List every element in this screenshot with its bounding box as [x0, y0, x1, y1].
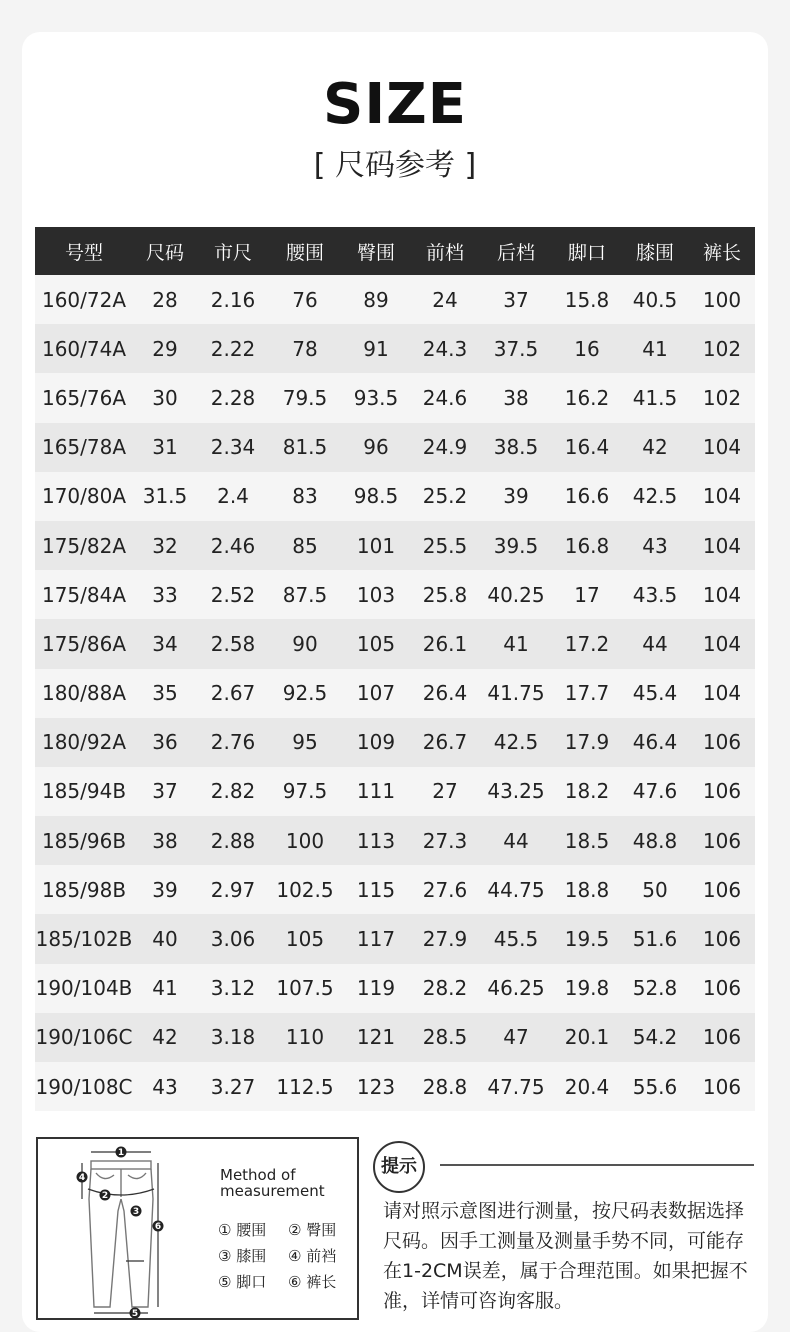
- table-cell: 165/76A: [35, 373, 133, 422]
- table-cell: 2.88: [197, 816, 269, 865]
- table-cell: 26.7: [411, 718, 479, 767]
- table-cell: 104: [689, 619, 755, 668]
- table-cell: 19.5: [553, 914, 621, 963]
- table-cell: 43: [133, 1062, 197, 1111]
- table-cell: 91: [341, 324, 411, 373]
- table-cell: 115: [341, 865, 411, 914]
- table-cell: 2.46: [197, 521, 269, 570]
- table-cell: 18.8: [553, 865, 621, 914]
- table-cell: 2.52: [197, 570, 269, 619]
- table-cell: 104: [689, 423, 755, 472]
- table-cell: 16.4: [553, 423, 621, 472]
- column-header: 腰围: [269, 227, 341, 275]
- table-cell: 48.8: [621, 816, 689, 865]
- table-cell: 47.75: [479, 1062, 553, 1111]
- table-cell: 104: [689, 570, 755, 619]
- table-cell: 2.4: [197, 472, 269, 521]
- table-cell: 30: [133, 373, 197, 422]
- table-cell: 107: [341, 669, 411, 718]
- table-cell: 17.9: [553, 718, 621, 767]
- table-cell: 37: [133, 767, 197, 816]
- table-cell: 37.5: [479, 324, 553, 373]
- column-header: 脚口: [553, 227, 621, 275]
- table-cell: 41: [621, 324, 689, 373]
- table-cell: 46.25: [479, 964, 553, 1013]
- table-cell: 97.5: [269, 767, 341, 816]
- table-cell: 26.4: [411, 669, 479, 718]
- table-cell: 40.25: [479, 570, 553, 619]
- table-cell: 16.8: [553, 521, 621, 570]
- table-cell: 87.5: [269, 570, 341, 619]
- table-row: [35, 669, 755, 718]
- table-cell: 106: [689, 964, 755, 1013]
- table-cell: 103: [341, 570, 411, 619]
- table-cell: 16: [553, 324, 621, 373]
- table-cell: 190/104B: [35, 964, 133, 1013]
- table-cell: 113: [341, 816, 411, 865]
- table-cell: 55.6: [621, 1062, 689, 1111]
- table-cell: 36: [133, 718, 197, 767]
- table-cell: 50: [621, 865, 689, 914]
- table-cell: 185/96B: [35, 816, 133, 865]
- table-cell: 44: [621, 619, 689, 668]
- table-cell: 44: [479, 816, 553, 865]
- table-cell: 52.8: [621, 964, 689, 1013]
- table-row: [35, 570, 755, 619]
- legend-item: ⑤ 脚口: [218, 1273, 267, 1291]
- table-row: [35, 324, 755, 373]
- table-cell: 104: [689, 521, 755, 570]
- table-row: [35, 373, 755, 422]
- column-header: 臀围: [341, 227, 411, 275]
- table-cell: 27.3: [411, 816, 479, 865]
- table-cell: 3.18: [197, 1013, 269, 1062]
- table-cell: 106: [689, 1013, 755, 1062]
- table-cell: 24.3: [411, 324, 479, 373]
- table-cell: 170/80A: [35, 472, 133, 521]
- table-cell: 98.5: [341, 472, 411, 521]
- table-cell: 19.8: [553, 964, 621, 1013]
- table-cell: 24: [411, 275, 479, 324]
- legend-item: ① 腰围: [218, 1221, 267, 1239]
- table-cell: 24.9: [411, 423, 479, 472]
- marker-label: 4: [78, 1173, 86, 1183]
- table-cell: 121: [341, 1013, 411, 1062]
- table-cell: 96: [341, 423, 411, 472]
- method-line-2: measurement: [220, 1182, 325, 1200]
- table-cell: 28: [133, 275, 197, 324]
- table-cell: 102: [689, 373, 755, 422]
- table-cell: 117: [341, 914, 411, 963]
- table-cell: 38.5: [479, 423, 553, 472]
- table-cell: 109: [341, 718, 411, 767]
- table-cell: 34: [133, 619, 197, 668]
- tip-divider: [440, 1164, 754, 1166]
- table-cell: 20.1: [553, 1013, 621, 1062]
- pants-outline-icon: [38, 1139, 208, 1319]
- table-cell: 17.7: [553, 669, 621, 718]
- page-subtitle: [ 尺码参考 ]: [313, 148, 477, 183]
- table-cell: 51.6: [621, 914, 689, 963]
- table-row: [35, 914, 755, 963]
- table-cell: 175/82A: [35, 521, 133, 570]
- table-cell: 110: [269, 1013, 341, 1062]
- table-cell: 24.6: [411, 373, 479, 422]
- table-cell: 41: [479, 619, 553, 668]
- table-cell: 95: [269, 718, 341, 767]
- table-cell: 3.12: [197, 964, 269, 1013]
- table-cell: 104: [689, 669, 755, 718]
- legend-item: ② 臀围: [288, 1221, 337, 1239]
- legend-item: ③ 膝围: [218, 1247, 267, 1265]
- table-cell: 2.58: [197, 619, 269, 668]
- table-cell: 79.5: [269, 373, 341, 422]
- column-header: 号型: [35, 227, 133, 275]
- table-cell: 106: [689, 718, 755, 767]
- table-cell: 42: [621, 423, 689, 472]
- table-cell: 123: [341, 1062, 411, 1111]
- table-cell: 106: [689, 816, 755, 865]
- page-title: SIZE: [322, 72, 468, 137]
- table-row: [35, 619, 755, 668]
- table-cell: 106: [689, 1062, 755, 1111]
- legend-item: ④ 前裆: [288, 1247, 337, 1265]
- table-cell: 2.82: [197, 767, 269, 816]
- table-cell: 119: [341, 964, 411, 1013]
- table-cell: 81.5: [269, 423, 341, 472]
- table-cell: 42.5: [479, 718, 553, 767]
- table-cell: 28.5: [411, 1013, 479, 1062]
- table-row: [35, 1013, 755, 1062]
- table-cell: 2.67: [197, 669, 269, 718]
- table-cell: 112.5: [269, 1062, 341, 1111]
- table-row: [35, 1062, 755, 1111]
- table-cell: 20.4: [553, 1062, 621, 1111]
- table-cell: 31.5: [133, 472, 197, 521]
- table-row: [35, 718, 755, 767]
- table-cell: 2.34: [197, 423, 269, 472]
- column-header: 膝围: [621, 227, 689, 275]
- table-cell: 100: [269, 816, 341, 865]
- table-cell: 190/108C: [35, 1062, 133, 1111]
- table-cell: 101: [341, 521, 411, 570]
- table-cell: 43.25: [479, 767, 553, 816]
- table-cell: 38: [479, 373, 553, 422]
- marker-label: 6: [154, 1222, 162, 1232]
- table-cell: 3.27: [197, 1062, 269, 1111]
- table-cell: 18.2: [553, 767, 621, 816]
- table-cell: 107.5: [269, 964, 341, 1013]
- measurement-diagram: [36, 1137, 359, 1320]
- table-cell: 43: [621, 521, 689, 570]
- size-table: [35, 227, 755, 1111]
- column-header: 裤长: [689, 227, 755, 275]
- table-cell: 102.5: [269, 865, 341, 914]
- table-cell: 39.5: [479, 521, 553, 570]
- table-cell: 185/94B: [35, 767, 133, 816]
- table-cell: 185/98B: [35, 865, 133, 914]
- table-cell: 29: [133, 324, 197, 373]
- table-cell: 46.4: [621, 718, 689, 767]
- table-row: [35, 472, 755, 521]
- table-cell: 27.6: [411, 865, 479, 914]
- table-cell: 100: [689, 275, 755, 324]
- table-cell: 93.5: [341, 373, 411, 422]
- table-cell: 76: [269, 275, 341, 324]
- table-cell: 111: [341, 767, 411, 816]
- column-header: 市尺: [197, 227, 269, 275]
- table-cell: 42.5: [621, 472, 689, 521]
- table-cell: 41.5: [621, 373, 689, 422]
- table-row: [35, 767, 755, 816]
- size-table-body: [35, 275, 755, 1111]
- table-cell: 25.2: [411, 472, 479, 521]
- table-cell: 32: [133, 521, 197, 570]
- column-header: 尺码: [133, 227, 197, 275]
- table-cell: 2.76: [197, 718, 269, 767]
- table-row: [35, 964, 755, 1013]
- table-cell: 15.8: [553, 275, 621, 324]
- table-cell: 33: [133, 570, 197, 619]
- table-cell: 175/86A: [35, 619, 133, 668]
- table-cell: 175/84A: [35, 570, 133, 619]
- table-cell: 85: [269, 521, 341, 570]
- marker-label: 1: [117, 1148, 125, 1158]
- table-cell: 165/78A: [35, 423, 133, 472]
- table-cell: 190/106C: [35, 1013, 133, 1062]
- table-cell: 180/92A: [35, 718, 133, 767]
- table-cell: 90: [269, 619, 341, 668]
- table-cell: 104: [689, 472, 755, 521]
- table-cell: 2.97: [197, 865, 269, 914]
- table-row: [35, 816, 755, 865]
- table-cell: 17.2: [553, 619, 621, 668]
- table-cell: 28.2: [411, 964, 479, 1013]
- table-cell: 106: [689, 914, 755, 963]
- table-cell: 106: [689, 767, 755, 816]
- table-cell: 39: [133, 865, 197, 914]
- table-cell: 37: [479, 275, 553, 324]
- table-cell: 25.5: [411, 521, 479, 570]
- table-cell: 92.5: [269, 669, 341, 718]
- table-cell: 185/102B: [35, 914, 133, 963]
- table-row: [35, 865, 755, 914]
- table-cell: 54.2: [621, 1013, 689, 1062]
- table-cell: 2.22: [197, 324, 269, 373]
- table-cell: 105: [269, 914, 341, 963]
- table-cell: 40: [133, 914, 197, 963]
- table-cell: 16.6: [553, 472, 621, 521]
- table-cell: 160/74A: [35, 324, 133, 373]
- table-cell: 83: [269, 472, 341, 521]
- method-caption: [220, 1167, 325, 1199]
- table-cell: 44.75: [479, 865, 553, 914]
- table-cell: 89: [341, 275, 411, 324]
- table-cell: 41: [133, 964, 197, 1013]
- table-cell: 31: [133, 423, 197, 472]
- table-cell: 180/88A: [35, 669, 133, 718]
- table-cell: 40.5: [621, 275, 689, 324]
- table-cell: 2.16: [197, 275, 269, 324]
- table-row: [35, 423, 755, 472]
- table-cell: 160/72A: [35, 275, 133, 324]
- table-cell: 17: [553, 570, 621, 619]
- table-cell: 38: [133, 816, 197, 865]
- table-cell: 47: [479, 1013, 553, 1062]
- table-cell: 45.4: [621, 669, 689, 718]
- table-row: [35, 521, 755, 570]
- marker-label: 5: [131, 1309, 139, 1319]
- table-cell: 28.8: [411, 1062, 479, 1111]
- table-cell: 43.5: [621, 570, 689, 619]
- table-cell: 2.28: [197, 373, 269, 422]
- table-cell: 42: [133, 1013, 197, 1062]
- table-cell: 3.06: [197, 914, 269, 963]
- method-line-1: Method of: [220, 1166, 296, 1184]
- table-cell: 45.5: [479, 914, 553, 963]
- column-header: 前档: [411, 227, 479, 275]
- marker-label: 2: [101, 1191, 109, 1201]
- table-cell: 35: [133, 669, 197, 718]
- table-cell: 106: [689, 865, 755, 914]
- table-cell: 78: [269, 324, 341, 373]
- tip-badge: 提示: [373, 1141, 425, 1193]
- table-row: [35, 275, 755, 324]
- legend-item: ⑥ 裤长: [288, 1273, 337, 1291]
- table-cell: 26.1: [411, 619, 479, 668]
- column-header: 后档: [479, 227, 553, 275]
- table-cell: 27: [411, 767, 479, 816]
- table-cell: 41.75: [479, 669, 553, 718]
- table-cell: 27.9: [411, 914, 479, 963]
- table-cell: 16.2: [553, 373, 621, 422]
- table-cell: 25.8: [411, 570, 479, 619]
- table-cell: 39: [479, 472, 553, 521]
- table-cell: 47.6: [621, 767, 689, 816]
- table-cell: 105: [341, 619, 411, 668]
- table-cell: 18.5: [553, 816, 621, 865]
- tip-text: 请对照示意图进行测量，按尺码表数据选择尺码。因手工测量及测量手势不同，可能存在1-2CM误差，属于合理范围。如果把握不准，详情可咨询客服。: [383, 1200, 748, 1312]
- table-cell: 102: [689, 324, 755, 373]
- marker-label: 3: [132, 1207, 140, 1217]
- size-table-header: [35, 227, 755, 275]
